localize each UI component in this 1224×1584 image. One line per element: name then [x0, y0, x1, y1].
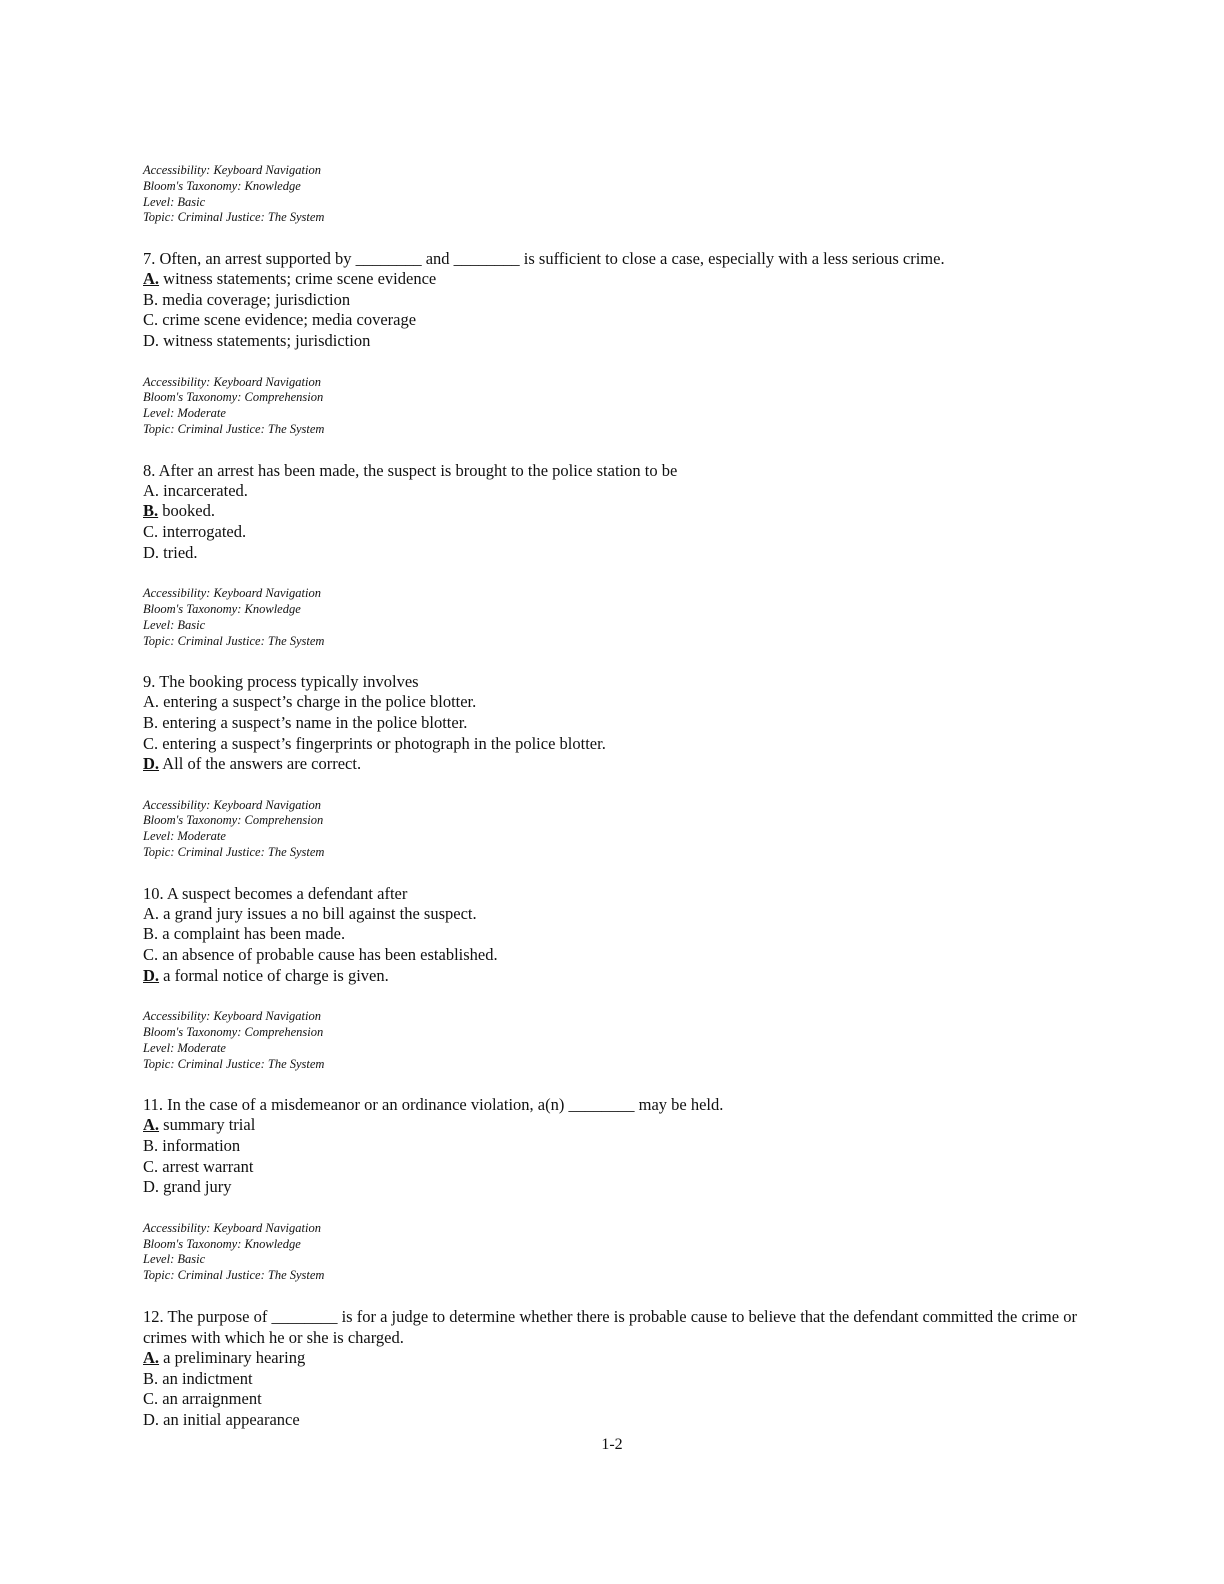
- answer-text: entering a suspect’s charge in the police blotter.: [163, 692, 477, 712]
- answer-letter: C.: [143, 1389, 159, 1409]
- answer-option: [143, 1389, 1103, 1410]
- correct-answer-letter: D.: [143, 965, 160, 985]
- question-list: [143, 248, 1103, 1430]
- answer-text: an indictment: [162, 1368, 253, 1388]
- topic-tag: Topic: Criminal Justice: The System: [143, 210, 325, 225]
- answer-text: grand jury: [163, 1177, 232, 1197]
- topic-tag: Topic: Criminal Justice: The System: [143, 845, 325, 860]
- answer-option: [143, 1157, 1103, 1178]
- level-tag: Level: Basic: [143, 1252, 206, 1267]
- bloom-taxonomy-tag: Bloom's Taxonomy: Comprehension: [143, 390, 324, 405]
- answer-option: [143, 1369, 1103, 1390]
- question-metadata: [143, 1221, 1103, 1284]
- question-stem: 11. In the case of a misdemeanor or an ordinance violation, a(n) ________ may be held.: [143, 1095, 724, 1115]
- answer-option: [143, 692, 1103, 713]
- question-stem: 7. Often, an arrest supported by ________ and ________ is sufficient to close a case, especially with a less serious crime.: [143, 249, 945, 269]
- accessibility-tag: Accessibility: Keyboard Navigation: [143, 374, 321, 389]
- topic-tag: Topic: Criminal Justice: The System: [143, 633, 325, 648]
- answer-letter: D.: [143, 542, 160, 562]
- answer-text: interrogated.: [162, 521, 247, 541]
- answer-letter: C.: [143, 1156, 159, 1176]
- answer-option: [143, 1410, 1103, 1431]
- answer-letter: D.: [143, 1409, 160, 1429]
- question-stem: 9. The booking process typically involves: [143, 672, 419, 692]
- question-stem: 10. A suspect becomes a defendant after: [143, 883, 408, 903]
- answer-letter: B.: [143, 924, 159, 944]
- question-stem: 8. After an arrest has been made, the suspect is brought to the police station to be: [143, 460, 678, 480]
- answer-option: [143, 522, 1103, 543]
- answer-letter: C.: [143, 310, 159, 330]
- accessibility-tag: Accessibility: Keyboard Navigation: [143, 586, 321, 601]
- answer-text: witness statements; crime scene evidence: [163, 269, 437, 289]
- level-tag: Level: Moderate: [143, 829, 226, 844]
- level-tag: Level: Moderate: [143, 406, 226, 421]
- answer-letter: A.: [143, 692, 160, 712]
- answer-letter: B.: [143, 712, 159, 732]
- answer-text: entering a suspect’s name in the police blotter.: [162, 712, 468, 732]
- answer-text: summary trial: [163, 1115, 256, 1135]
- question-metadata: [143, 798, 1103, 861]
- question-stem: 12. The purpose of ________ is for a judge to determine whether there is probable cause to believe that the defendant committed the crime or crimes with which he or she is charged.: [143, 1307, 1077, 1347]
- accessibility-tag: Accessibility: Keyboard Navigation: [143, 797, 321, 812]
- answer-text: arrest warrant: [162, 1156, 254, 1176]
- answer-option: [143, 543, 1103, 564]
- answer-option: [143, 945, 1103, 966]
- question-metadata: [143, 586, 1103, 649]
- answer-text: an initial appearance: [163, 1409, 300, 1429]
- answer-letter: C.: [143, 521, 159, 541]
- accessibility-tag: Accessibility: Keyboard Navigation: [143, 1220, 321, 1235]
- answer-text: witness statements; jurisdiction: [163, 330, 371, 350]
- answer-letter: B.: [143, 289, 159, 309]
- answer-option: [143, 1136, 1103, 1157]
- bloom-taxonomy-tag: Bloom's Taxonomy: Knowledge: [143, 1236, 301, 1251]
- accessibility-tag: Accessibility: Keyboard Navigation: [143, 163, 321, 177]
- question-item: [143, 248, 1103, 351]
- answer-text: information: [162, 1136, 241, 1156]
- answer-option: [143, 1348, 1103, 1369]
- answer-option: [143, 290, 1103, 311]
- answer-option: [143, 1177, 1103, 1198]
- topic-tag: Topic: Criminal Justice: The System: [143, 1268, 325, 1283]
- answer-option: [143, 734, 1103, 755]
- bloom-taxonomy-tag: Bloom's Taxonomy: Knowledge: [143, 178, 301, 193]
- answer-text: an arraignment: [162, 1389, 262, 1409]
- answer-option: [143, 501, 1103, 522]
- answer-text: a preliminary hearing: [163, 1348, 306, 1367]
- answer-letter: A.: [143, 480, 160, 500]
- answer-text: a grand jury issues a no bill against the suspect.: [163, 903, 477, 923]
- answer-letter: B.: [143, 1368, 159, 1388]
- answer-letter: D.: [143, 1177, 160, 1197]
- answer-option: [143, 1115, 1103, 1136]
- answer-text: entering a suspect’s fingerprints or photograph in the police blotter.: [162, 733, 606, 753]
- answer-option: [143, 269, 1103, 290]
- question-item: [143, 460, 1103, 563]
- bloom-taxonomy-tag: Bloom's Taxonomy: Knowledge: [143, 601, 301, 616]
- topic-tag: Topic: Criminal Justice: The System: [143, 1056, 325, 1071]
- answer-text: incarcerated.: [163, 480, 248, 500]
- topic-tag: Topic: Criminal Justice: The System: [143, 421, 325, 436]
- bloom-taxonomy-tag: Bloom's Taxonomy: Comprehension: [143, 1025, 324, 1040]
- question-item: [143, 1094, 1103, 1197]
- correct-answer-letter: B.: [143, 501, 159, 521]
- answer-text: an absence of probable cause has been established.: [162, 945, 498, 965]
- correct-answer-letter: D.: [143, 754, 160, 774]
- bloom-taxonomy-tag: Bloom's Taxonomy: Comprehension: [143, 813, 324, 828]
- answer-option: [143, 331, 1103, 352]
- question-metadata: [143, 163, 1103, 226]
- accessibility-tag: Accessibility: Keyboard Navigation: [143, 1009, 321, 1024]
- answer-option: [143, 754, 1103, 775]
- answer-letter: A.: [143, 903, 160, 923]
- answer-text: tried.: [163, 542, 198, 562]
- correct-answer-letter: A.: [143, 1115, 160, 1135]
- question-item: [143, 671, 1103, 774]
- answer-text: booked.: [162, 501, 215, 521]
- level-tag: Level: Basic: [143, 194, 206, 209]
- answer-option: [143, 966, 1103, 987]
- document-page: [143, 163, 1103, 1430]
- answer-option: [143, 481, 1103, 502]
- answer-option: [143, 310, 1103, 331]
- level-tag: Level: Moderate: [143, 1040, 226, 1055]
- answer-letter: C.: [143, 945, 159, 965]
- correct-answer-letter: A.: [143, 269, 160, 289]
- correct-answer-letter: A.: [143, 1348, 160, 1367]
- question-metadata: [143, 375, 1103, 438]
- question-item: [143, 1306, 1103, 1430]
- question-metadata: [143, 1009, 1103, 1072]
- answer-letter: C.: [143, 733, 159, 753]
- answer-text: All of the answers are correct.: [162, 754, 362, 774]
- answer-text: a formal notice of charge is given.: [163, 965, 389, 985]
- answer-text: media coverage; jurisdiction: [162, 289, 351, 309]
- answer-letter: D.: [143, 330, 160, 350]
- answer-text: a complaint has been made.: [162, 924, 346, 944]
- page-number: 1-2: [601, 1436, 623, 1453]
- answer-option: [143, 904, 1103, 925]
- answer-option: [143, 924, 1103, 945]
- level-tag: Level: Basic: [143, 617, 206, 632]
- answer-option: [143, 713, 1103, 734]
- answer-text: crime scene evidence; media coverage: [162, 310, 417, 330]
- answer-letter: B.: [143, 1136, 159, 1156]
- question-item: [143, 883, 1103, 986]
